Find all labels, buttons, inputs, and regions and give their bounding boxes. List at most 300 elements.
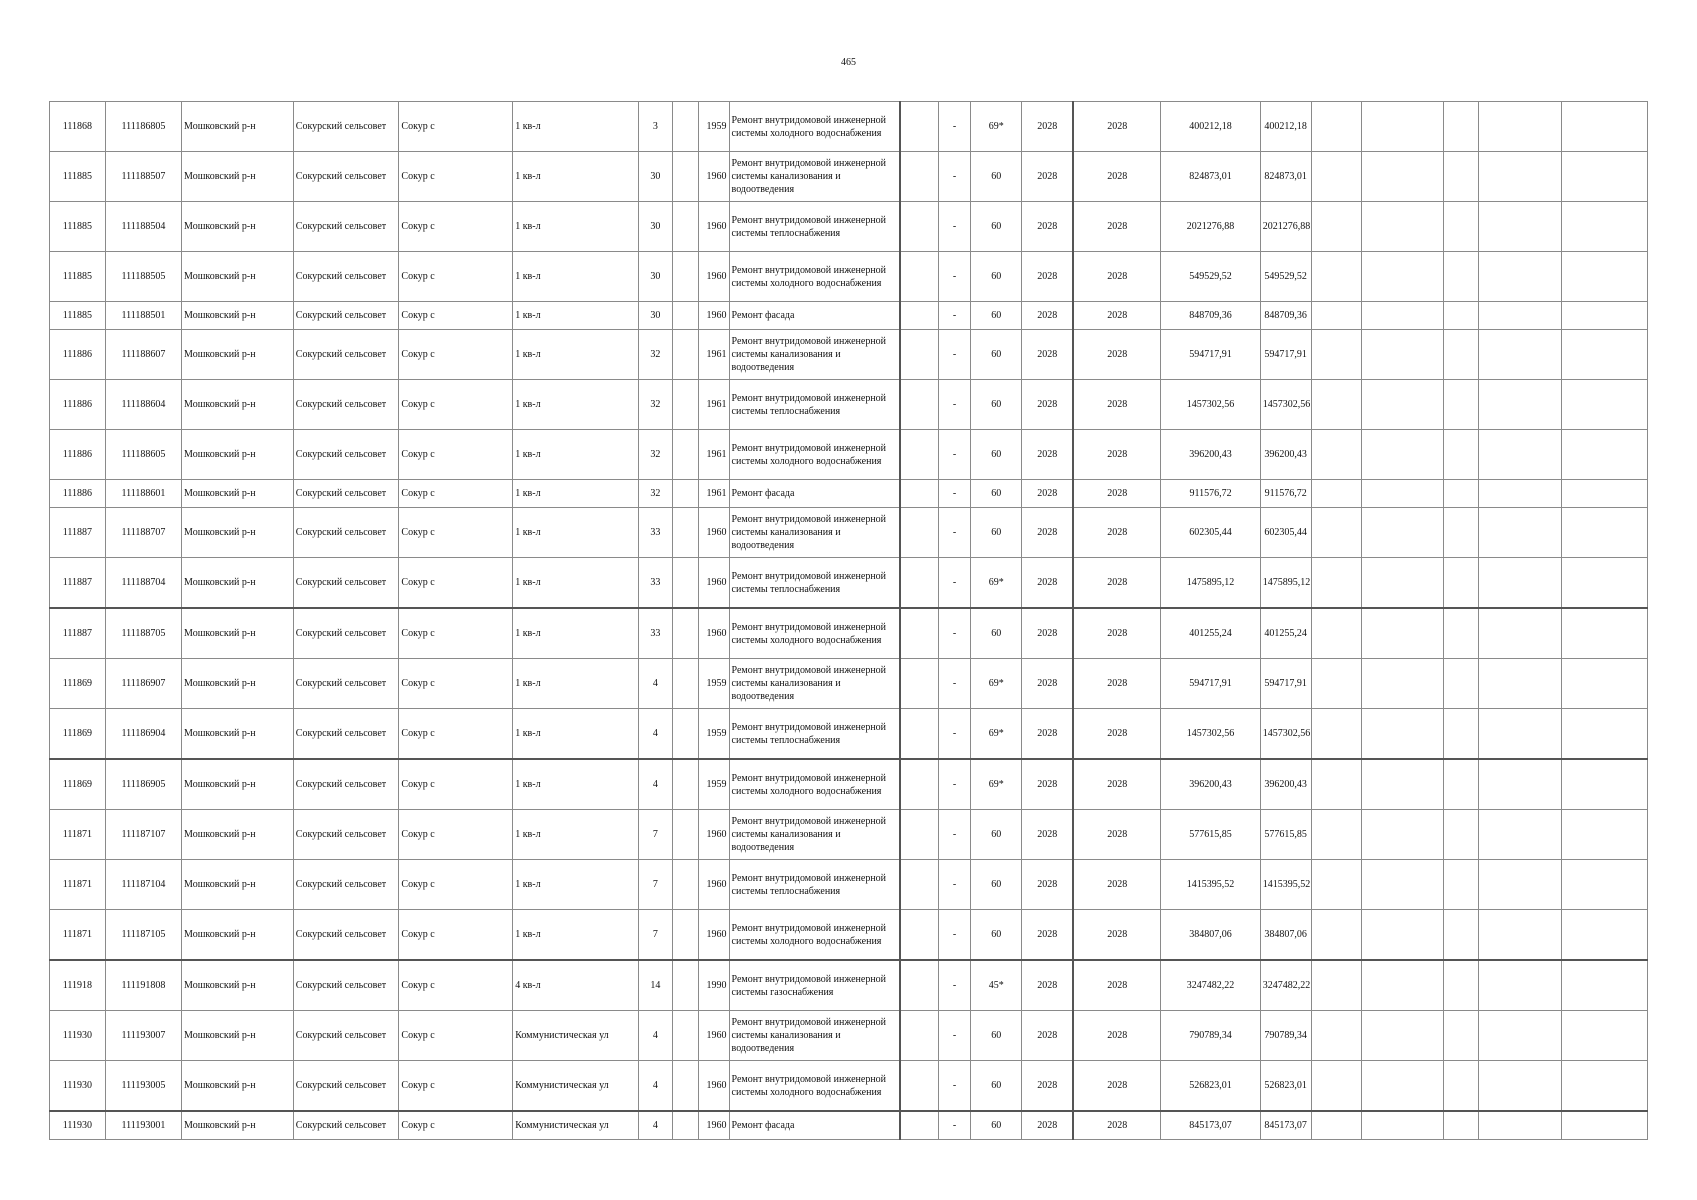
row-built-year: 1960 [699, 558, 729, 609]
row-district: Мошковский р-н [182, 810, 294, 860]
row-cost: 824873,01 [1161, 152, 1261, 202]
row-empty-cell [1443, 1111, 1479, 1140]
row-empty-cell [1311, 709, 1362, 760]
row-house: 30 [639, 302, 673, 330]
row-year-end: 2028 [1073, 810, 1160, 860]
row-id: 111868 [50, 102, 106, 152]
row-dash: - [938, 380, 971, 430]
row-year-end: 2028 [1073, 608, 1160, 659]
row-empty-cell [1562, 608, 1648, 659]
row-empty-cell [1479, 302, 1562, 330]
row-dash: - [938, 709, 971, 760]
row-locality: Сокур с [399, 1061, 513, 1112]
row-empty-cell [1362, 102, 1443, 152]
row-year-start: 2028 [1022, 608, 1074, 659]
row-empty-cell [1443, 1011, 1479, 1061]
row-street: 1 кв-л [513, 759, 639, 810]
row-empty-cell [1479, 659, 1562, 709]
row-cost: 577615,85 [1161, 810, 1261, 860]
row-id: 111918 [50, 960, 106, 1011]
row-year-end: 2028 [1073, 302, 1160, 330]
row-empty-cell [1562, 1061, 1648, 1112]
row-code: 111187107 [105, 810, 181, 860]
row-work-type: Ремонт внутридомовой инженерной системы теплоснабжения [729, 558, 900, 609]
row-built-year: 1960 [699, 152, 729, 202]
row-year-end: 2028 [1073, 508, 1160, 558]
row-empty-cell [672, 709, 698, 760]
row-code: 111188507 [105, 152, 181, 202]
row-street: 1 кв-л [513, 430, 639, 480]
row-district: Мошковский р-н [182, 330, 294, 380]
row-empty-cell [1562, 430, 1648, 480]
row-code: 111193001 [105, 1111, 181, 1140]
row-id: 111887 [50, 558, 106, 609]
row-service-life: 60 [971, 480, 1022, 508]
row-work-type: Ремонт внутридомовой инженерной системы холодного водоснабжения [729, 759, 900, 810]
row-empty-cell [672, 960, 698, 1011]
row-empty-cell [1479, 152, 1562, 202]
row-empty-cell [1362, 759, 1443, 810]
row-empty-cell [672, 152, 698, 202]
row-municipality: Сокурский сельсовет [293, 1061, 399, 1112]
table-row [50, 252, 1648, 302]
row-cost-total: 549529,52 [1260, 252, 1311, 302]
row-cost-total: 1457302,56 [1260, 709, 1311, 760]
row-district: Мошковский р-н [182, 659, 294, 709]
row-empty-cell [1311, 430, 1362, 480]
table-row [50, 1011, 1648, 1061]
row-empty-cell [1362, 1011, 1443, 1061]
row-year-start: 2028 [1022, 759, 1074, 810]
row-municipality: Сокурский сельсовет [293, 659, 399, 709]
row-empty-cell [1311, 302, 1362, 330]
row-street: 1 кв-л [513, 910, 639, 961]
row-dash: - [938, 152, 971, 202]
row-empty-cell [900, 558, 939, 609]
row-empty-cell [1311, 608, 1362, 659]
row-dash: - [938, 910, 971, 961]
row-cost: 2021276,88 [1161, 202, 1261, 252]
row-built-year: 1960 [699, 252, 729, 302]
row-street: 1 кв-л [513, 252, 639, 302]
row-district: Мошковский р-н [182, 608, 294, 659]
row-empty-cell [1443, 430, 1479, 480]
row-year-start: 2028 [1022, 480, 1074, 508]
row-empty-cell [1362, 860, 1443, 910]
row-municipality: Сокурский сельсовет [293, 558, 399, 609]
row-empty-cell [1311, 860, 1362, 910]
row-code: 111186905 [105, 759, 181, 810]
row-cost: 1415395,52 [1161, 860, 1261, 910]
row-empty-cell [1479, 608, 1562, 659]
row-empty-cell [672, 330, 698, 380]
row-work-type: Ремонт внутридомовой инженерной системы холодного водоснабжения [729, 252, 900, 302]
table-row [50, 910, 1648, 961]
row-empty-cell [1479, 330, 1562, 380]
row-year-start: 2028 [1022, 202, 1074, 252]
row-empty-cell [1443, 252, 1479, 302]
row-empty-cell [1443, 810, 1479, 860]
row-cost-total: 396200,43 [1260, 759, 1311, 810]
row-cost: 384807,06 [1161, 910, 1261, 961]
row-empty-cell [1562, 759, 1648, 810]
row-work-type: Ремонт внутридомовой инженерной системы канализования и водоотведения [729, 659, 900, 709]
row-empty-cell [1562, 302, 1648, 330]
row-cost-total: 1415395,52 [1260, 860, 1311, 910]
row-empty-cell [1362, 330, 1443, 380]
row-empty-cell [1479, 202, 1562, 252]
row-year-end: 2028 [1073, 860, 1160, 910]
row-id: 111886 [50, 480, 106, 508]
row-code: 111188601 [105, 480, 181, 508]
row-code: 111193005 [105, 1061, 181, 1112]
row-empty-cell [1479, 252, 1562, 302]
row-locality: Сокур с [399, 480, 513, 508]
row-cost: 526823,01 [1161, 1061, 1261, 1112]
row-street: 1 кв-л [513, 380, 639, 430]
row-district: Мошковский р-н [182, 102, 294, 152]
row-cost-total: 602305,44 [1260, 508, 1311, 558]
table-row [50, 302, 1648, 330]
table-row [50, 1111, 1648, 1140]
row-empty-cell [672, 380, 698, 430]
row-work-type: Ремонт внутридомовой инженерной системы канализования и водоотведения [729, 330, 900, 380]
row-locality: Сокур с [399, 152, 513, 202]
row-empty-cell [1562, 202, 1648, 252]
row-house: 7 [639, 910, 673, 961]
row-work-type: Ремонт внутридомовой инженерной системы холодного водоснабжения [729, 430, 900, 480]
row-empty-cell [1311, 380, 1362, 430]
row-district: Мошковский р-н [182, 910, 294, 961]
row-year-end: 2028 [1073, 910, 1160, 961]
row-empty-cell [1443, 608, 1479, 659]
row-empty-cell [1311, 659, 1362, 709]
row-empty-cell [1562, 480, 1648, 508]
row-cost: 594717,91 [1161, 659, 1261, 709]
row-cost-total: 790789,34 [1260, 1011, 1311, 1061]
row-empty-cell [1362, 480, 1443, 508]
table-row [50, 659, 1648, 709]
row-district: Мошковский р-н [182, 860, 294, 910]
table-row [50, 960, 1648, 1011]
row-service-life: 69* [971, 558, 1022, 609]
row-district: Мошковский р-н [182, 508, 294, 558]
row-empty-cell [900, 1111, 939, 1140]
row-empty-cell [1479, 1111, 1562, 1140]
row-empty-cell [1362, 430, 1443, 480]
row-empty-cell [1443, 709, 1479, 760]
row-code: 111188604 [105, 380, 181, 430]
row-empty-cell [1311, 252, 1362, 302]
row-empty-cell [1311, 960, 1362, 1011]
table-row [50, 709, 1648, 760]
row-empty-cell [900, 152, 939, 202]
row-district: Мошковский р-н [182, 202, 294, 252]
row-municipality: Сокурский сельсовет [293, 608, 399, 659]
row-empty-cell [672, 430, 698, 480]
row-empty-cell [1479, 102, 1562, 152]
row-empty-cell [672, 759, 698, 810]
row-empty-cell [1362, 508, 1443, 558]
row-empty-cell [900, 302, 939, 330]
row-cost-total: 3247482,22 [1260, 960, 1311, 1011]
row-empty-cell [1443, 960, 1479, 1011]
row-cost: 1457302,56 [1161, 380, 1261, 430]
row-district: Мошковский р-н [182, 1011, 294, 1061]
row-district: Мошковский р-н [182, 380, 294, 430]
row-cost-total: 526823,01 [1260, 1061, 1311, 1112]
row-municipality: Сокурский сельсовет [293, 480, 399, 508]
row-service-life: 69* [971, 709, 1022, 760]
row-service-life: 60 [971, 508, 1022, 558]
row-cost-total: 594717,91 [1260, 330, 1311, 380]
row-cost: 790789,34 [1161, 1011, 1261, 1061]
row-code: 111188501 [105, 302, 181, 330]
row-street: 1 кв-л [513, 608, 639, 659]
row-service-life: 69* [971, 759, 1022, 810]
table-row [50, 480, 1648, 508]
row-work-type: Ремонт внутридомовой инженерной системы холодного водоснабжения [729, 1061, 900, 1112]
row-empty-cell [1443, 480, 1479, 508]
row-house: 4 [639, 659, 673, 709]
row-empty-cell [900, 430, 939, 480]
row-empty-cell [672, 1061, 698, 1112]
row-work-type: Ремонт внутридомовой инженерной системы теплоснабжения [729, 202, 900, 252]
row-district: Мошковский р-н [182, 759, 294, 810]
row-empty-cell [1479, 480, 1562, 508]
row-street: Коммунистическая ул [513, 1011, 639, 1061]
row-id: 111871 [50, 910, 106, 961]
row-code: 111186907 [105, 659, 181, 709]
row-empty-cell [1443, 910, 1479, 961]
row-street: 1 кв-л [513, 810, 639, 860]
table-row [50, 759, 1648, 810]
row-house: 32 [639, 380, 673, 430]
row-locality: Сокур с [399, 910, 513, 961]
row-code: 111188504 [105, 202, 181, 252]
row-street: 1 кв-л [513, 302, 639, 330]
row-code: 111187104 [105, 860, 181, 910]
row-work-type: Ремонт фасада [729, 302, 900, 330]
row-empty-cell [672, 202, 698, 252]
row-street: 1 кв-л [513, 202, 639, 252]
row-year-end: 2028 [1073, 430, 1160, 480]
row-street: 4 кв-л [513, 960, 639, 1011]
row-built-year: 1960 [699, 1011, 729, 1061]
row-house: 4 [639, 709, 673, 760]
row-house: 33 [639, 508, 673, 558]
row-cost: 396200,43 [1161, 430, 1261, 480]
row-year-end: 2028 [1073, 252, 1160, 302]
row-empty-cell [900, 810, 939, 860]
row-empty-cell [1443, 860, 1479, 910]
row-year-start: 2028 [1022, 380, 1074, 430]
row-year-start: 2028 [1022, 102, 1074, 152]
row-empty-cell [900, 960, 939, 1011]
row-empty-cell [1311, 152, 1362, 202]
row-built-year: 1961 [699, 330, 729, 380]
row-district: Мошковский р-н [182, 302, 294, 330]
row-empty-cell [1443, 508, 1479, 558]
row-dash: - [938, 330, 971, 380]
row-empty-cell [1562, 558, 1648, 609]
row-empty-cell [1362, 1061, 1443, 1112]
row-year-start: 2028 [1022, 508, 1074, 558]
row-dash: - [938, 810, 971, 860]
row-dash: - [938, 608, 971, 659]
row-built-year: 1960 [699, 202, 729, 252]
row-municipality: Сокурский сельсовет [293, 709, 399, 760]
row-code: 111193007 [105, 1011, 181, 1061]
row-code: 111188707 [105, 508, 181, 558]
row-empty-cell [1362, 202, 1443, 252]
row-id: 111886 [50, 430, 106, 480]
row-empty-cell [1562, 810, 1648, 860]
row-house: 4 [639, 1061, 673, 1112]
row-locality: Сокур с [399, 759, 513, 810]
row-empty-cell [1562, 330, 1648, 380]
row-built-year: 1960 [699, 810, 729, 860]
row-service-life: 69* [971, 102, 1022, 152]
row-built-year: 1961 [699, 480, 729, 508]
row-municipality: Сокурский сельсовет [293, 302, 399, 330]
row-dash: - [938, 508, 971, 558]
row-house: 33 [639, 608, 673, 659]
row-service-life: 60 [971, 330, 1022, 380]
row-empty-cell [1311, 759, 1362, 810]
row-code: 111186904 [105, 709, 181, 760]
row-house: 7 [639, 860, 673, 910]
row-street: 1 кв-л [513, 152, 639, 202]
row-service-life: 60 [971, 860, 1022, 910]
table-row [50, 430, 1648, 480]
row-empty-cell [900, 709, 939, 760]
table-row [50, 558, 1648, 609]
table-row [50, 1061, 1648, 1112]
row-work-type: Ремонт внутридомовой инженерной системы теплоснабжения [729, 860, 900, 910]
row-service-life: 69* [971, 659, 1022, 709]
row-id: 111869 [50, 759, 106, 810]
row-empty-cell [1562, 380, 1648, 430]
row-empty-cell [900, 380, 939, 430]
row-year-end: 2028 [1073, 1111, 1160, 1140]
row-house: 32 [639, 480, 673, 508]
row-empty-cell [1362, 608, 1443, 659]
row-street: 1 кв-л [513, 508, 639, 558]
row-service-life: 60 [971, 302, 1022, 330]
row-year-start: 2028 [1022, 659, 1074, 709]
row-district: Мошковский р-н [182, 1061, 294, 1112]
row-service-life: 60 [971, 252, 1022, 302]
row-dash: - [938, 1011, 971, 1061]
row-code: 111188704 [105, 558, 181, 609]
row-built-year: 1960 [699, 1061, 729, 1112]
row-empty-cell [1479, 960, 1562, 1011]
row-empty-cell [1443, 380, 1479, 430]
row-id: 111886 [50, 330, 106, 380]
row-cost: 1457302,56 [1161, 709, 1261, 760]
row-service-life: 60 [971, 1011, 1022, 1061]
row-year-end: 2028 [1073, 330, 1160, 380]
row-empty-cell [1443, 152, 1479, 202]
row-empty-cell [900, 102, 939, 152]
row-empty-cell [1362, 380, 1443, 430]
row-service-life: 60 [971, 1111, 1022, 1140]
row-empty-cell [900, 608, 939, 659]
row-year-start: 2028 [1022, 1061, 1074, 1112]
row-year-end: 2028 [1073, 759, 1160, 810]
row-code: 111187105 [105, 910, 181, 961]
row-built-year: 1960 [699, 508, 729, 558]
row-year-start: 2028 [1022, 430, 1074, 480]
row-year-end: 2028 [1073, 659, 1160, 709]
row-service-life: 60 [971, 910, 1022, 961]
row-house: 4 [639, 1011, 673, 1061]
row-cost: 602305,44 [1161, 508, 1261, 558]
row-locality: Сокур с [399, 608, 513, 659]
row-house: 32 [639, 330, 673, 380]
row-year-start: 2028 [1022, 558, 1074, 609]
row-empty-cell [1362, 709, 1443, 760]
row-work-type: Ремонт внутридомовой инженерной системы канализования и водоотведения [729, 810, 900, 860]
row-empty-cell [672, 558, 698, 609]
row-empty-cell [900, 659, 939, 709]
row-municipality: Сокурский сельсовет [293, 910, 399, 961]
row-empty-cell [672, 480, 698, 508]
row-empty-cell [1311, 1061, 1362, 1112]
row-empty-cell [1362, 960, 1443, 1011]
row-year-start: 2028 [1022, 302, 1074, 330]
row-empty-cell [672, 659, 698, 709]
row-service-life: 60 [971, 202, 1022, 252]
row-cost: 848709,36 [1161, 302, 1261, 330]
row-empty-cell [672, 508, 698, 558]
row-service-life: 60 [971, 810, 1022, 860]
row-id: 111930 [50, 1111, 106, 1140]
row-work-type: Ремонт внутридомовой инженерной системы теплоснабжения [729, 380, 900, 430]
row-dash: - [938, 1061, 971, 1112]
row-house: 3 [639, 102, 673, 152]
row-cost-total: 848709,36 [1260, 302, 1311, 330]
row-house: 30 [639, 152, 673, 202]
row-district: Мошковский р-н [182, 1111, 294, 1140]
row-dash: - [938, 480, 971, 508]
row-id: 111885 [50, 302, 106, 330]
table-row [50, 102, 1648, 152]
row-municipality: Сокурский сельсовет [293, 508, 399, 558]
row-district: Мошковский р-н [182, 480, 294, 508]
table-row [50, 508, 1648, 558]
row-district: Мошковский р-н [182, 252, 294, 302]
row-cost-total: 1457302,56 [1260, 380, 1311, 430]
row-empty-cell [1562, 252, 1648, 302]
table-row [50, 380, 1648, 430]
row-municipality: Сокурский сельсовет [293, 430, 399, 480]
row-id: 111885 [50, 152, 106, 202]
row-built-year: 1959 [699, 659, 729, 709]
row-cost-total: 2021276,88 [1260, 202, 1311, 252]
row-empty-cell [1311, 508, 1362, 558]
row-id: 111871 [50, 810, 106, 860]
row-cost: 400212,18 [1161, 102, 1261, 152]
row-cost-total: 400212,18 [1260, 102, 1311, 152]
row-street: 1 кв-л [513, 860, 639, 910]
row-year-start: 2028 [1022, 330, 1074, 380]
row-service-life: 60 [971, 430, 1022, 480]
row-street: 1 кв-л [513, 558, 639, 609]
row-municipality: Сокурский сельсовет [293, 810, 399, 860]
row-locality: Сокур с [399, 252, 513, 302]
